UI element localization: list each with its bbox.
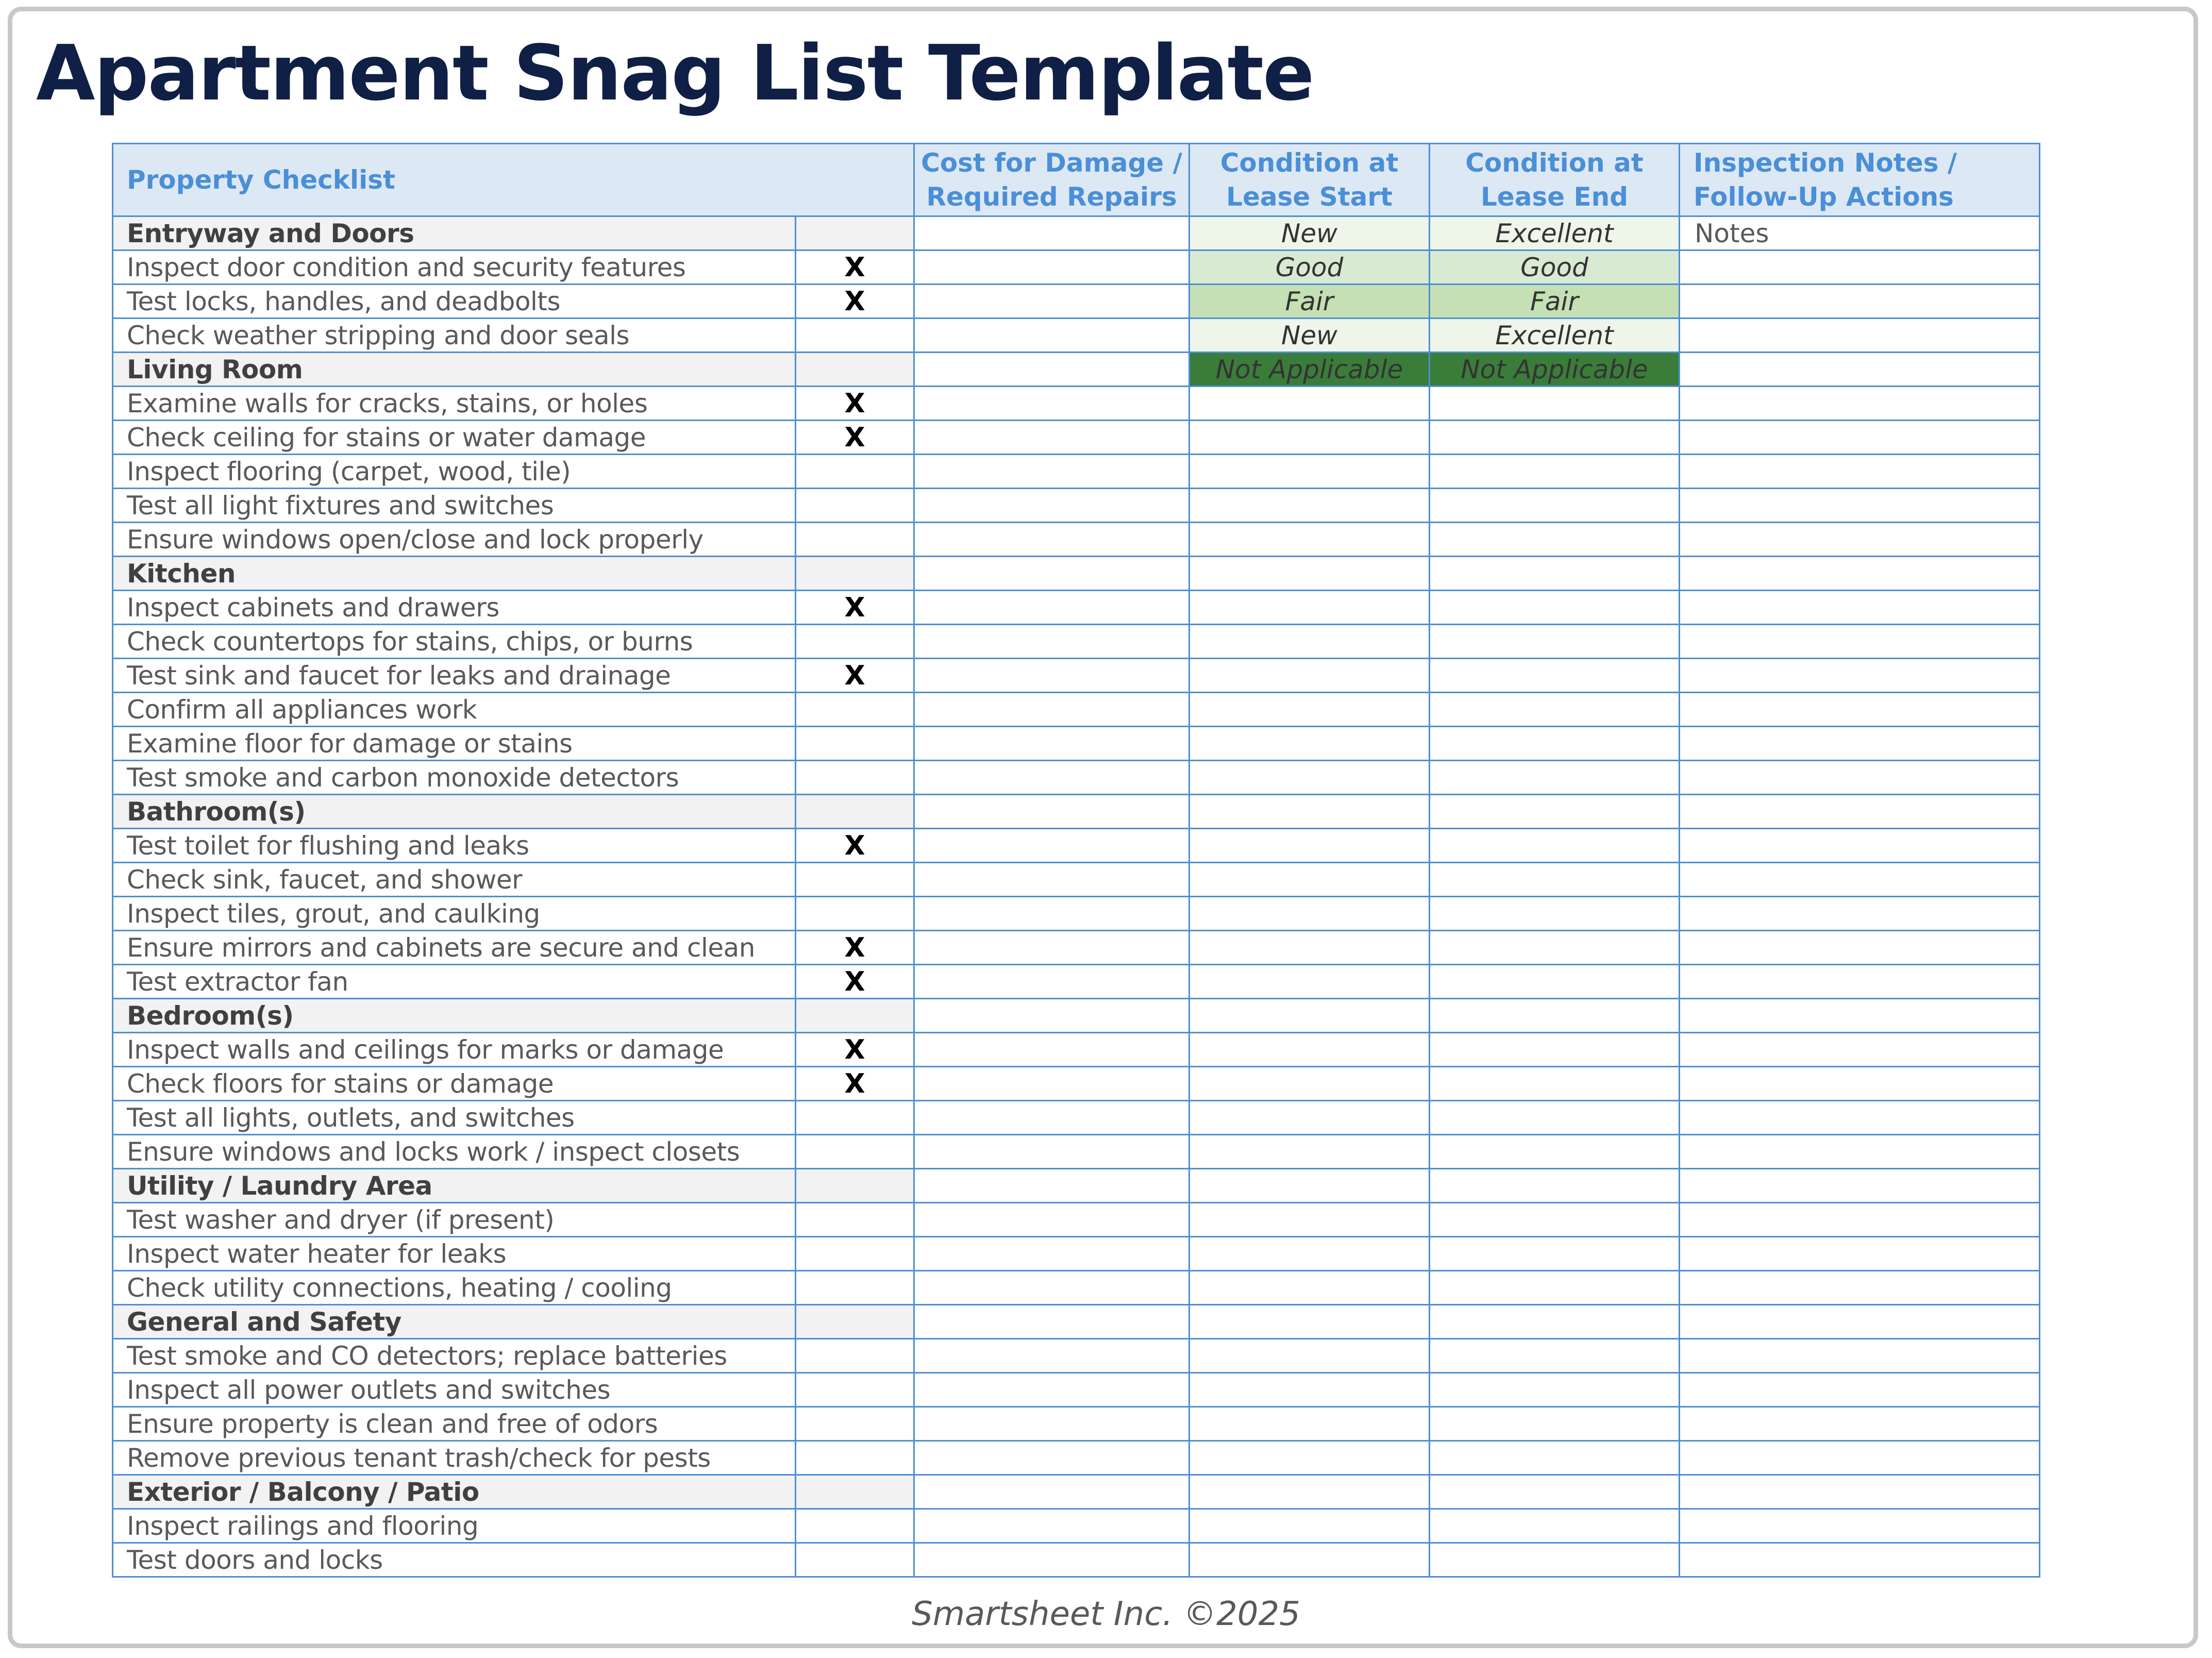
condition-end-cell[interactable] <box>1430 523 1680 557</box>
checkmark-cell[interactable] <box>796 216 914 250</box>
checklist-item: Examine floor for damage or stains <box>113 727 796 761</box>
checklist-row <box>113 284 2040 319</box>
cost-cell[interactable] <box>914 1033 1189 1067</box>
checklist-row <box>113 1441 2040 1475</box>
checklist-row <box>113 1237 2040 1271</box>
condition-end-cell[interactable] <box>1430 1135 1680 1169</box>
checklist-item: Check countertops for stains, chips, or burns <box>113 625 796 659</box>
cost-cell[interactable] <box>914 591 1189 625</box>
checklist-item: Ensure windows open/close and lock properly <box>113 523 796 557</box>
checkmark-cell[interactable] <box>796 727 914 761</box>
checklist-item: Test doors and locks <box>113 1543 796 1577</box>
header-condition-end: Condition at Lease End <box>1430 144 1680 216</box>
snag-list-table <box>112 143 2040 1578</box>
checkmark-cell[interactable] <box>796 761 914 795</box>
checkmark-cell[interactable]: X <box>796 659 914 693</box>
notes-cell[interactable] <box>1680 1373 2040 1407</box>
condition-start-cell[interactable] <box>1189 659 1430 693</box>
checklist-row <box>113 863 2040 897</box>
condition-start-cell[interactable] <box>1189 1135 1430 1169</box>
cost-cell[interactable] <box>914 863 1189 897</box>
notes-cell[interactable] <box>1680 1067 2040 1101</box>
notes-cell[interactable] <box>1680 829 2040 863</box>
cost-cell[interactable] <box>914 387 1189 421</box>
checkmark-cell[interactable] <box>796 1339 914 1373</box>
checkmark-cell[interactable] <box>796 1543 914 1577</box>
checkmark-cell[interactable] <box>796 557 914 591</box>
checklist-row <box>113 1373 2040 1407</box>
footer-copyright: Smartsheet Inc. ©2025 <box>912 1595 1300 1633</box>
checklist-row <box>113 965 2040 999</box>
notes-cell[interactable] <box>1680 1203 2040 1237</box>
condition-end-cell[interactable] <box>1430 795 1680 829</box>
section-title: Living Room <box>113 353 796 387</box>
checkmark-cell[interactable] <box>796 1407 914 1441</box>
cost-cell[interactable] <box>914 216 1189 250</box>
condition-end-cell[interactable]: Not Applicable <box>1430 353 1680 387</box>
notes-cell[interactable] <box>1680 1509 2040 1543</box>
checkmark-cell[interactable] <box>796 1135 914 1169</box>
notes-cell[interactable] <box>1680 761 2040 795</box>
notes-cell[interactable] <box>1680 897 2040 931</box>
condition-start-cell[interactable] <box>1189 1509 1430 1543</box>
condition-start-cell[interactable] <box>1189 761 1430 795</box>
condition-start-cell[interactable] <box>1189 1271 1430 1305</box>
cost-cell[interactable] <box>914 1271 1189 1305</box>
header-inspection-notes: Inspection Notes / Follow-Up Actions <box>1680 144 2040 216</box>
section-row <box>113 353 2040 387</box>
condition-start-cell[interactable] <box>1189 387 1430 421</box>
condition-start-cell[interactable] <box>1189 693 1430 727</box>
condition-end-cell[interactable] <box>1430 557 1680 591</box>
checklist-item: Test toilet for flushing and leaks <box>113 829 796 863</box>
condition-start-cell[interactable] <box>1189 1339 1430 1373</box>
section-title: General and Safety <box>113 1305 796 1339</box>
notes-cell[interactable] <box>1680 693 2040 727</box>
checklist-item: Test sink and faucet for leaks and drainage <box>113 659 796 693</box>
table-body <box>113 216 2040 1577</box>
condition-end-cell[interactable] <box>1430 1475 1680 1509</box>
notes-cell[interactable] <box>1680 1407 2040 1441</box>
checklist-row <box>113 489 2040 523</box>
notes-cell[interactable] <box>1680 999 2040 1033</box>
checkmark-cell[interactable]: X <box>796 591 914 625</box>
checklist-row <box>113 1339 2040 1373</box>
cost-cell[interactable] <box>914 353 1189 387</box>
notes-cell[interactable] <box>1680 1135 2040 1169</box>
page-title: Apartment Snag List Template <box>36 29 1314 118</box>
cost-cell[interactable] <box>914 319 1189 353</box>
cost-cell[interactable] <box>914 250 1189 284</box>
header-cost: Cost for Damage / Required Repairs <box>914 144 1189 216</box>
condition-start-cell[interactable] <box>1189 1169 1430 1203</box>
checklist-row <box>113 387 2040 421</box>
condition-end-cell[interactable] <box>1430 1305 1680 1339</box>
notes-cell[interactable] <box>1680 863 2040 897</box>
condition-start-cell[interactable] <box>1189 931 1430 965</box>
checkmark-cell[interactable]: X <box>796 1033 914 1067</box>
condition-start-cell[interactable] <box>1189 1475 1430 1509</box>
checklist-row <box>113 250 2040 284</box>
notes-cell[interactable] <box>1680 625 2040 659</box>
condition-end-cell[interactable] <box>1430 625 1680 659</box>
condition-end-cell[interactable] <box>1430 727 1680 761</box>
checklist-row <box>113 897 2040 931</box>
checklist-item: Check floors for stains or damage <box>113 1067 796 1101</box>
cost-cell[interactable] <box>914 727 1189 761</box>
checkmark-cell[interactable] <box>796 489 914 523</box>
cost-cell[interactable] <box>914 1441 1189 1475</box>
cost-cell[interactable] <box>914 1339 1189 1373</box>
checkmark-cell[interactable]: X <box>796 250 914 284</box>
checklist-item: Check ceiling for stains or water damage <box>113 421 796 455</box>
section-row <box>113 1305 2040 1339</box>
cost-cell[interactable] <box>914 489 1189 523</box>
condition-end-cell[interactable]: Fair <box>1430 284 1680 319</box>
section-row <box>113 1475 2040 1509</box>
checklist-item: Inspect door condition and security features <box>113 250 796 284</box>
checklist-item: Examine walls for cracks, stains, or holes <box>113 387 796 421</box>
condition-end-cell[interactable] <box>1430 489 1680 523</box>
checklist-item: Test smoke and carbon monoxide detectors <box>113 761 796 795</box>
checkmark-cell[interactable] <box>796 999 914 1033</box>
checkmark-cell[interactable]: X <box>796 387 914 421</box>
section-title: Exterior / Balcony / Patio <box>113 1475 796 1509</box>
notes-cell[interactable] <box>1680 319 2040 353</box>
checklist-row <box>113 1033 2040 1067</box>
checklist-row <box>113 625 2040 659</box>
checklist-row <box>113 761 2040 795</box>
checklist-item: Check sink, faucet, and shower <box>113 863 796 897</box>
condition-end-cell[interactable] <box>1430 931 1680 965</box>
checkmark-cell[interactable]: X <box>796 284 914 319</box>
checkmark-cell[interactable] <box>796 1441 914 1475</box>
checkmark-cell[interactable] <box>796 1101 914 1135</box>
notes-cell[interactable] <box>1680 1033 2040 1067</box>
checklist-row <box>113 421 2040 455</box>
checklist-row <box>113 523 2040 557</box>
checklist-item: Test smoke and CO detectors; replace batteries <box>113 1339 796 1373</box>
notes-cell[interactable] <box>1680 387 2040 421</box>
condition-end-cell[interactable] <box>1430 1509 1680 1543</box>
condition-start-cell[interactable] <box>1189 863 1430 897</box>
checkmark-cell[interactable]: X <box>796 965 914 999</box>
condition-start-cell[interactable] <box>1189 489 1430 523</box>
condition-end-cell[interactable]: Good <box>1430 250 1680 284</box>
notes-cell[interactable] <box>1680 1237 2040 1271</box>
cost-cell[interactable] <box>914 557 1189 591</box>
notes-cell[interactable] <box>1680 727 2040 761</box>
condition-start-cell[interactable] <box>1189 455 1430 489</box>
notes-cell[interactable] <box>1680 523 2040 557</box>
notes-cell[interactable] <box>1680 353 2040 387</box>
checklist-row <box>113 591 2040 625</box>
checkmark-cell[interactable] <box>796 625 914 659</box>
cost-cell[interactable] <box>914 1543 1189 1577</box>
cost-cell[interactable] <box>914 625 1189 659</box>
checklist-item: Inspect flooring (carpet, wood, tile) <box>113 455 796 489</box>
cost-cell[interactable] <box>914 1305 1189 1339</box>
condition-end-cell[interactable] <box>1430 1271 1680 1305</box>
condition-end-cell[interactable] <box>1430 591 1680 625</box>
condition-start-cell[interactable] <box>1189 1203 1430 1237</box>
condition-start-cell[interactable] <box>1189 727 1430 761</box>
condition-start-cell[interactable] <box>1189 1101 1430 1135</box>
cost-cell[interactable] <box>914 965 1189 999</box>
condition-start-cell[interactable] <box>1189 1407 1430 1441</box>
checkmark-cell[interactable]: X <box>796 421 914 455</box>
notes-cell[interactable] <box>1680 931 2040 965</box>
condition-end-cell[interactable]: Excellent <box>1430 319 1680 353</box>
checklist-item: Inspect cabinets and drawers <box>113 591 796 625</box>
condition-start-cell[interactable] <box>1189 591 1430 625</box>
cost-cell[interactable] <box>914 1237 1189 1271</box>
notes-cell[interactable] <box>1680 965 2040 999</box>
notes-cell[interactable] <box>1680 250 2040 284</box>
checklist-item: Ensure windows and locks work / inspect closets <box>113 1135 796 1169</box>
section-title: Utility / Laundry Area <box>113 1169 796 1203</box>
cost-cell[interactable] <box>914 455 1189 489</box>
condition-start-cell[interactable] <box>1189 1373 1430 1407</box>
checkmark-cell[interactable] <box>796 353 914 387</box>
cost-cell[interactable] <box>914 829 1189 863</box>
checklist-row <box>113 319 2040 353</box>
cost-cell[interactable] <box>914 931 1189 965</box>
checklist-item: Test all light fixtures and switches <box>113 489 796 523</box>
cost-cell[interactable] <box>914 999 1189 1033</box>
checklist-item: Ensure property is clean and free of odors <box>113 1407 796 1441</box>
checkmark-cell[interactable] <box>796 897 914 931</box>
cost-cell[interactable] <box>914 1067 1189 1101</box>
condition-start-cell[interactable]: Not Applicable <box>1189 353 1430 387</box>
checklist-item: Check weather stripping and door seals <box>113 319 796 353</box>
checklist-row <box>113 727 2040 761</box>
condition-end-cell[interactable]: Excellent <box>1430 216 1680 250</box>
checklist-item: Test extractor fan <box>113 965 796 999</box>
checklist-row <box>113 1543 2040 1577</box>
notes-cell[interactable] <box>1680 1441 2040 1475</box>
condition-start-cell[interactable] <box>1189 1441 1430 1475</box>
notes-cell[interactable] <box>1680 489 2040 523</box>
checklist-item: Test washer and dryer (if present) <box>113 1203 796 1237</box>
checklist-row <box>113 1509 2040 1543</box>
cost-cell[interactable] <box>914 1407 1189 1441</box>
checklist-row <box>113 931 2040 965</box>
condition-start-cell[interactable] <box>1189 557 1430 591</box>
notes-cell[interactable] <box>1680 1101 2040 1135</box>
notes-cell[interactable] <box>1680 1271 2040 1305</box>
condition-start-cell[interactable] <box>1189 1305 1430 1339</box>
checklist-item: Test all lights, outlets, and switches <box>113 1101 796 1135</box>
section-row <box>113 999 2040 1033</box>
checkmark-cell[interactable] <box>796 693 914 727</box>
condition-end-cell[interactable] <box>1430 387 1680 421</box>
checklist-row <box>113 1407 2040 1441</box>
checkmark-cell[interactable] <box>796 1169 914 1203</box>
condition-end-cell[interactable] <box>1430 1033 1680 1067</box>
cost-cell[interactable] <box>914 897 1189 931</box>
checkmark-cell[interactable]: X <box>796 1067 914 1101</box>
checklist-item: Check utility connections, heating / cooling <box>113 1271 796 1305</box>
checklist-row <box>113 829 2040 863</box>
checklist-row <box>113 659 2040 693</box>
section-title: Kitchen <box>113 557 796 591</box>
condition-start-cell[interactable] <box>1189 625 1430 659</box>
condition-start-cell[interactable] <box>1189 1543 1430 1577</box>
checklist-row <box>113 1203 2040 1237</box>
condition-start-cell[interactable] <box>1189 523 1430 557</box>
notes-cell[interactable] <box>1680 421 2040 455</box>
condition-start-cell[interactable] <box>1189 1033 1430 1067</box>
condition-end-cell[interactable] <box>1430 693 1680 727</box>
checklist-item: Inspect water heater for leaks <box>113 1237 796 1271</box>
section-title: Bedroom(s) <box>113 999 796 1033</box>
condition-end-cell[interactable] <box>1430 761 1680 795</box>
checklist-row <box>113 1067 2040 1101</box>
condition-end-cell[interactable] <box>1430 1101 1680 1135</box>
cost-cell[interactable] <box>914 284 1189 319</box>
section-row <box>113 216 2040 250</box>
checklist-item: Inspect walls and ceilings for marks or damage <box>113 1033 796 1067</box>
cost-cell[interactable] <box>914 795 1189 829</box>
cost-cell[interactable] <box>914 1101 1189 1135</box>
cost-cell[interactable] <box>914 1169 1189 1203</box>
notes-cell[interactable] <box>1680 1475 2040 1509</box>
notes-cell[interactable] <box>1680 795 2040 829</box>
condition-end-cell[interactable] <box>1430 1543 1680 1577</box>
notes-cell[interactable] <box>1680 1543 2040 1577</box>
checklist-item: Ensure mirrors and cabinets are secure and clean <box>113 931 796 965</box>
checkmark-cell[interactable] <box>796 1509 914 1543</box>
checkmark-cell[interactable]: X <box>796 931 914 965</box>
condition-start-cell[interactable]: New <box>1189 216 1430 250</box>
checklist-item: Inspect tiles, grout, and caulking <box>113 897 796 931</box>
section-title: Bathroom(s) <box>113 795 796 829</box>
notes-cell[interactable] <box>1680 1169 2040 1203</box>
condition-start-cell[interactable] <box>1189 829 1430 863</box>
condition-start-cell[interactable] <box>1189 999 1430 1033</box>
checkmark-cell[interactable] <box>796 1203 914 1237</box>
condition-start-cell[interactable]: New <box>1189 319 1430 353</box>
condition-end-cell[interactable] <box>1430 965 1680 999</box>
checklist-row <box>113 693 2040 727</box>
condition-start-cell[interactable] <box>1189 897 1430 931</box>
condition-end-cell[interactable] <box>1430 1407 1680 1441</box>
cost-cell[interactable] <box>914 1509 1189 1543</box>
checkmark-cell[interactable] <box>796 1237 914 1271</box>
condition-start-cell[interactable] <box>1189 421 1430 455</box>
condition-end-cell[interactable] <box>1430 1339 1680 1373</box>
checklist-item: Test locks, handles, and deadbolts <box>113 284 796 319</box>
cost-cell[interactable] <box>914 1203 1189 1237</box>
condition-start-cell[interactable] <box>1189 1237 1430 1271</box>
checkmark-cell[interactable] <box>796 1475 914 1509</box>
notes-cell[interactable] <box>1680 659 2040 693</box>
cost-cell[interactable] <box>914 1135 1189 1169</box>
checkmark-cell[interactable] <box>796 1373 914 1407</box>
cost-cell[interactable] <box>914 761 1189 795</box>
notes-cell[interactable] <box>1680 591 2040 625</box>
checkmark-cell[interactable] <box>796 523 914 557</box>
condition-start-cell[interactable] <box>1189 1067 1430 1101</box>
condition-end-cell[interactable] <box>1430 1067 1680 1101</box>
section-row <box>113 795 2040 829</box>
checklist-row <box>113 1101 2040 1135</box>
condition-end-cell[interactable] <box>1430 1373 1680 1407</box>
checkmark-cell[interactable] <box>796 319 914 353</box>
checklist-item: Inspect railings and flooring <box>113 1509 796 1543</box>
checkmark-cell[interactable] <box>796 1271 914 1305</box>
checklist-row <box>113 1135 2040 1169</box>
notes-cell[interactable] <box>1680 557 2040 591</box>
header-property-checklist: Property Checklist <box>113 144 914 216</box>
cost-cell[interactable] <box>914 1475 1189 1509</box>
condition-end-cell[interactable] <box>1430 1237 1680 1271</box>
condition-end-cell[interactable] <box>1430 1441 1680 1475</box>
checkmark-cell[interactable] <box>796 455 914 489</box>
condition-end-cell[interactable] <box>1430 999 1680 1033</box>
checklist-item: Inspect all power outlets and switches <box>113 1373 796 1407</box>
section-row <box>113 1169 2040 1203</box>
checkmark-cell[interactable] <box>796 863 914 897</box>
cost-cell[interactable] <box>914 421 1189 455</box>
condition-start-cell[interactable]: Fair <box>1189 284 1430 319</box>
condition-end-cell[interactable] <box>1430 421 1680 455</box>
checklist-item: Remove previous tenant trash/check for pests <box>113 1441 796 1475</box>
header-condition-start: Condition at Lease Start <box>1189 144 1430 216</box>
cost-cell[interactable] <box>914 693 1189 727</box>
notes-cell[interactable] <box>1680 1339 2040 1373</box>
notes-cell[interactable] <box>1680 1305 2040 1339</box>
checkmark-cell[interactable]: X <box>796 829 914 863</box>
notes-cell[interactable] <box>1680 284 2040 319</box>
section-row <box>113 557 2040 591</box>
checklist-row <box>113 1271 2040 1305</box>
condition-end-cell[interactable] <box>1430 829 1680 863</box>
condition-end-cell[interactable] <box>1430 863 1680 897</box>
cost-cell[interactable] <box>914 659 1189 693</box>
cost-cell[interactable] <box>914 1373 1189 1407</box>
condition-end-cell[interactable] <box>1430 897 1680 931</box>
condition-end-cell[interactable] <box>1430 1203 1680 1237</box>
condition-start-cell[interactable]: Good <box>1189 250 1430 284</box>
notes-cell[interactable] <box>1680 455 2040 489</box>
condition-end-cell[interactable] <box>1430 1169 1680 1203</box>
checkmark-cell[interactable] <box>796 795 914 829</box>
checkmark-cell[interactable] <box>796 1305 914 1339</box>
condition-start-cell[interactable] <box>1189 965 1430 999</box>
checklist-row <box>113 455 2040 489</box>
header-row <box>113 144 2040 216</box>
section-title: Entryway and Doors <box>113 216 796 250</box>
condition-end-cell[interactable] <box>1430 455 1680 489</box>
condition-start-cell[interactable] <box>1189 795 1430 829</box>
notes-cell[interactable]: Notes <box>1680 216 2040 250</box>
condition-end-cell[interactable] <box>1430 659 1680 693</box>
checklist-item: Confirm all appliances work <box>113 693 796 727</box>
cost-cell[interactable] <box>914 523 1189 557</box>
